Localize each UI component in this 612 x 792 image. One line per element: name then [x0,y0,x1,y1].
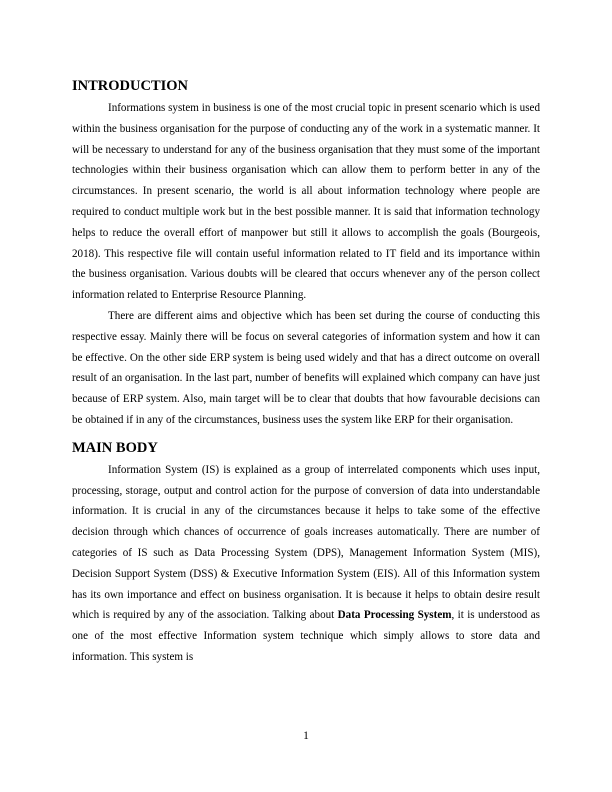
main-body-heading: MAIN BODY [72,439,158,456]
main-body-text-end: , it is understood as one of the most effective Information system technique which simply allows to store data and information. This system is [72,609,540,663]
main-body-text-start: Information System (IS) is explained as a group of interrelated components which uses input, processing, storage, output and control action for the purpose of conversion of data into understandable information. It is crucial in any of the circumstances because it helps to take some of the effective decision through which chances of occurrence of goals increases automatically. There are number of categories of IS such as Data Processing System (DPS), Management Information System (MIS), Decision Support System (DSS) & Executive Information System (EIS). All of this Information system has its own importance and effect on business organisation. It is because it helps to obtain desire result which is required by any of the association. Talking about [72,463,540,622]
introduction-paragraph-2: There are different aims and objective which has been set during the course of conducting this respective essay. Mainly there will be focus on several categories of information system and how it can be effective. On the other side ERP system is being used widely and that has a direct outcome on overall result of an organisation. In the last part, number of benefits will explained which company can have just because of ERP system. Also, main target will be to clear that doubts that how favourable decisions can be obtained if in any of the circumstances, business uses the system like ERP for their organisation. [72,309,540,426]
page-number: 1 [303,730,309,742]
document-page [72,76,540,668]
main-body-paragraph-1 [72,460,540,668]
introduction-heading: INTRODUCTION [72,78,189,94]
introduction-paragraph-1: Informations system in business is one of the most crucial topic in present scenario which is used within the business organisation for the purpose of conducting any of the work in a systematic manner. It will be necessary to understand for any of the business organisation that they must some of the important technologies within their business organisation which can allow them to perform better in any of the circumstances. In present scenario, the world is all about information technology where people are required to conduct multiple work but in the best possible manner. It is said that information technology helps to reduce the overall effort of manpower but still it allows to accomplish the goals (Bourgeois, 2018). This respective file will contain useful information related to IT field and its importance within the business organisation. Various doubts will be cleared that occurs whenever any of the person collect information related to Enterprise Resource Planning. [72,102,540,302]
data-processing-system-term: Data Processing System [337,609,452,622]
